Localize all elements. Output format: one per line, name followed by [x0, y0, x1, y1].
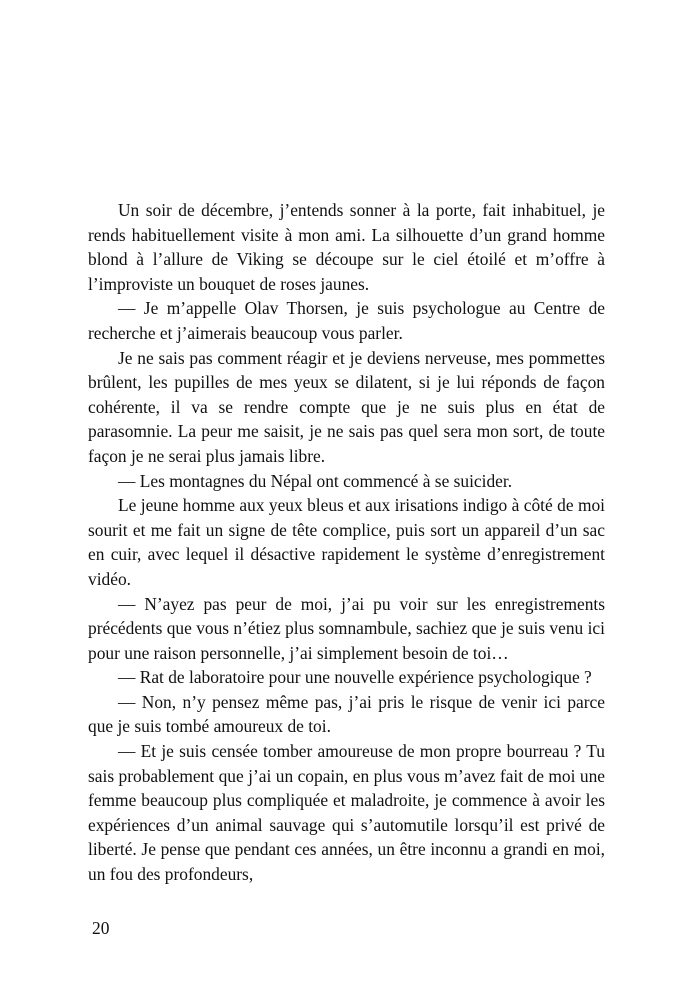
paragraph-2: — Je m’appelle Olav Thorsen, je suis psychologue au Centre de recherche et j’aimerais beaucoup vous parler.	[88, 298, 605, 343]
paragraph-7: — Rat de laboratoire pour une nouvelle expérience psychologique ?	[118, 667, 592, 688]
paragraph-8: — Non, n’y pensez même pas, j’ai pris le risque de venir ici parce que je suis tombé amoureux de toi.	[88, 691, 605, 737]
paragraph-3: Je ne sais pas comment réagir et je deviens nerveuse, mes pommettes brûlent, les pupilles de mes yeux se dilatent, si je lui réponds de façon cohérente, il va se rendre compte que je ne suis plus en état de parasomnie. La peur me saisit, je ne sais pas quel sera mon sort, de toute façon je ne serai plus jamais libre.	[88, 347, 605, 466]
paragraph-4: — Les montagnes du Népal ont commencé à se suicider.	[118, 470, 513, 491]
body-text	[88, 198, 605, 887]
page-number: 20	[92, 918, 110, 938]
paragraph-9: — Et je suis censée tomber amoureuse de mon propre bourreau ? Tu sais probablement que j’ai un copain, en plus vous m’avez fait de moi une femme beaucoup plus compliquée et maladroite, je commence à avoir les expériences d’un animal sauvage qui s’automutile lorsqu’il est privé de liberté. Je pense que pendant ces années, un être inconnu a grandi en moi, un fou des profondeurs,	[88, 741, 605, 885]
paragraph-5: Le jeune homme aux yeux bleus et aux irisations indigo à côté de moi sourit et me fait un signe de tête complice, puis sort un appareil d’un sac en cuir, avec lequel il désactive rapidement le système d’enregistrement vidéo.	[88, 495, 605, 589]
paragraph-6: — N’ayez pas peur de moi, j’ai pu voir sur les enregistrements précédents que vous n’étiez plus somnambule, sachiez que je suis venu ici pour une raison personnelle, j’ai simplement besoin de toi…	[88, 593, 605, 663]
paragraph-1: Un soir de décembre, j’entends sonner à la porte, fait inhabituel, je rends habituellement visite à mon ami. La silhouette d’un grand homme blond à l’allure de Viking se découpe sur le ciel étoilé et m’offre à l’improviste un bouquet de roses jaunes.	[88, 200, 605, 294]
